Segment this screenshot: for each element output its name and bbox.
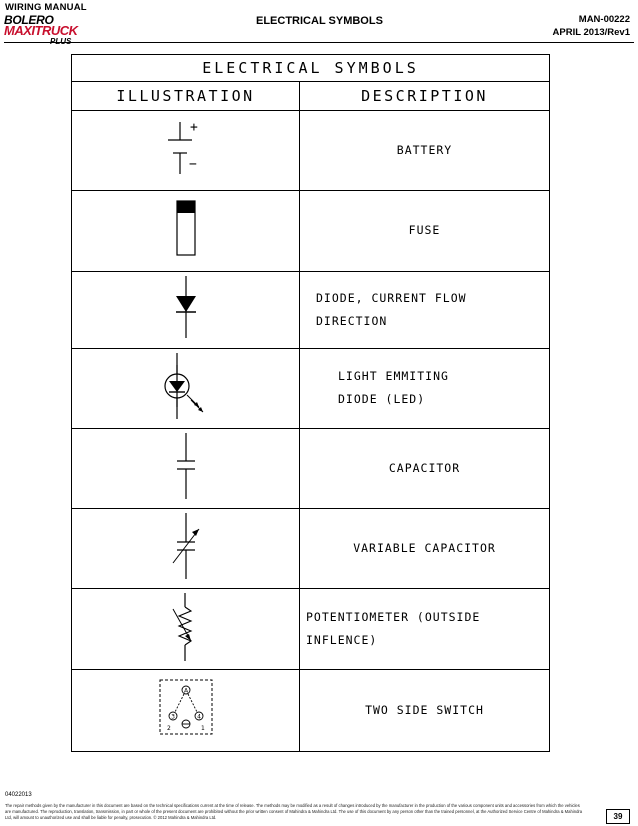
bolero-logo [4, 13, 124, 51]
fuse-symbol-icon [171, 197, 201, 259]
symbols-table [71, 54, 550, 752]
diode-symbol-cell [72, 271, 300, 348]
table-row [72, 191, 550, 271]
diode-symbol-icon [166, 274, 206, 340]
logo-line2: MAXITRUCK [4, 23, 78, 38]
table-row [72, 111, 550, 191]
header-divider [4, 42, 634, 43]
column-header-illustration: ILLUSTRATION [72, 82, 300, 111]
manual-label: WIRING MANUAL [5, 2, 87, 13]
table-row [72, 589, 550, 669]
column-header-description: DESCRIPTION [300, 82, 550, 111]
battery-symbol-cell [72, 111, 300, 191]
header-title: ELECTRICAL SYMBOLS [256, 15, 383, 27]
page-number: 39 [606, 809, 630, 824]
table-row [72, 669, 550, 751]
led-symbol-cell [72, 348, 300, 428]
switch-number-right: 1 [200, 724, 205, 732]
table-row [72, 348, 550, 428]
battery-plus-sign: + [189, 120, 198, 136]
potentiometer-symbol-icon [161, 591, 211, 663]
table-row [72, 509, 550, 589]
capacitor-symbol-icon [166, 431, 206, 501]
date-revision: APRIL 2013/Rev1 [552, 27, 630, 38]
battery-minus-sign: − [188, 157, 197, 173]
logo-line3: PLUS [50, 37, 72, 46]
description-diode: DIODE, CURRENT FLOW DIRECTION [300, 271, 550, 348]
variable-capacitor-symbol-cell [72, 509, 300, 589]
potentiometer-symbol-cell [72, 589, 300, 669]
description-capacitor: CAPACITOR [300, 429, 550, 509]
description-potentiometer: POTENTIOMETER (OUTSIDE INFLENCE) [300, 589, 550, 669]
switch-terminal-top: A [183, 687, 188, 695]
description-fuse: FUSE [300, 191, 550, 271]
two-side-switch-symbol-cell [72, 669, 300, 751]
two-side-switch-symbol-icon [156, 676, 216, 740]
description-led: LIGHT EMMITING DIODE (LED) [300, 348, 550, 428]
led-symbol-icon [151, 351, 221, 421]
footer-disclaimer: The repair methods given by the manufacturer in this document are based on the technical specifications current at the time of release. The methods may be modified as a result of changes introduced by the manufacturer in the production of the various component units and accessories from which the vehicles are manufactured. The reproduction, translation, transmission, in part or whole of the present document are prohibited without the prior written consent of Mahindra & Mahindra Ltd. The use of this document by any person other than the trained personnel, at the Authorized Service Centre of Mahindra & Mahindra Ltd, will amount to unauthorized use and shall be liable for penalty, prosecution. © 2012 Mahindra & Mahindra Ltd. [5, 803, 583, 820]
switch-number-left: 2 [166, 724, 171, 732]
description-variable-capacitor: VARIABLE CAPACITOR [300, 509, 550, 589]
table-title: ELECTRICAL SYMBOLS [72, 55, 550, 82]
description-battery: BATTERY [300, 111, 550, 191]
switch-terminal-right: 4 [196, 713, 201, 721]
table-row [72, 271, 550, 348]
description-two-side-switch: TWO SIDE SWITCH [300, 669, 550, 751]
document-number: MAN-00222 [578, 14, 630, 25]
switch-terminal-left: 3 [170, 713, 175, 721]
capacitor-symbol-cell [72, 429, 300, 509]
battery-symbol-icon [156, 116, 216, 180]
logo-line1: BOLERO [4, 13, 54, 27]
footer-code: 04022013 [5, 792, 32, 798]
table-row [72, 429, 550, 509]
variable-capacitor-symbol-icon [161, 511, 211, 581]
fuse-symbol-cell [72, 191, 300, 271]
